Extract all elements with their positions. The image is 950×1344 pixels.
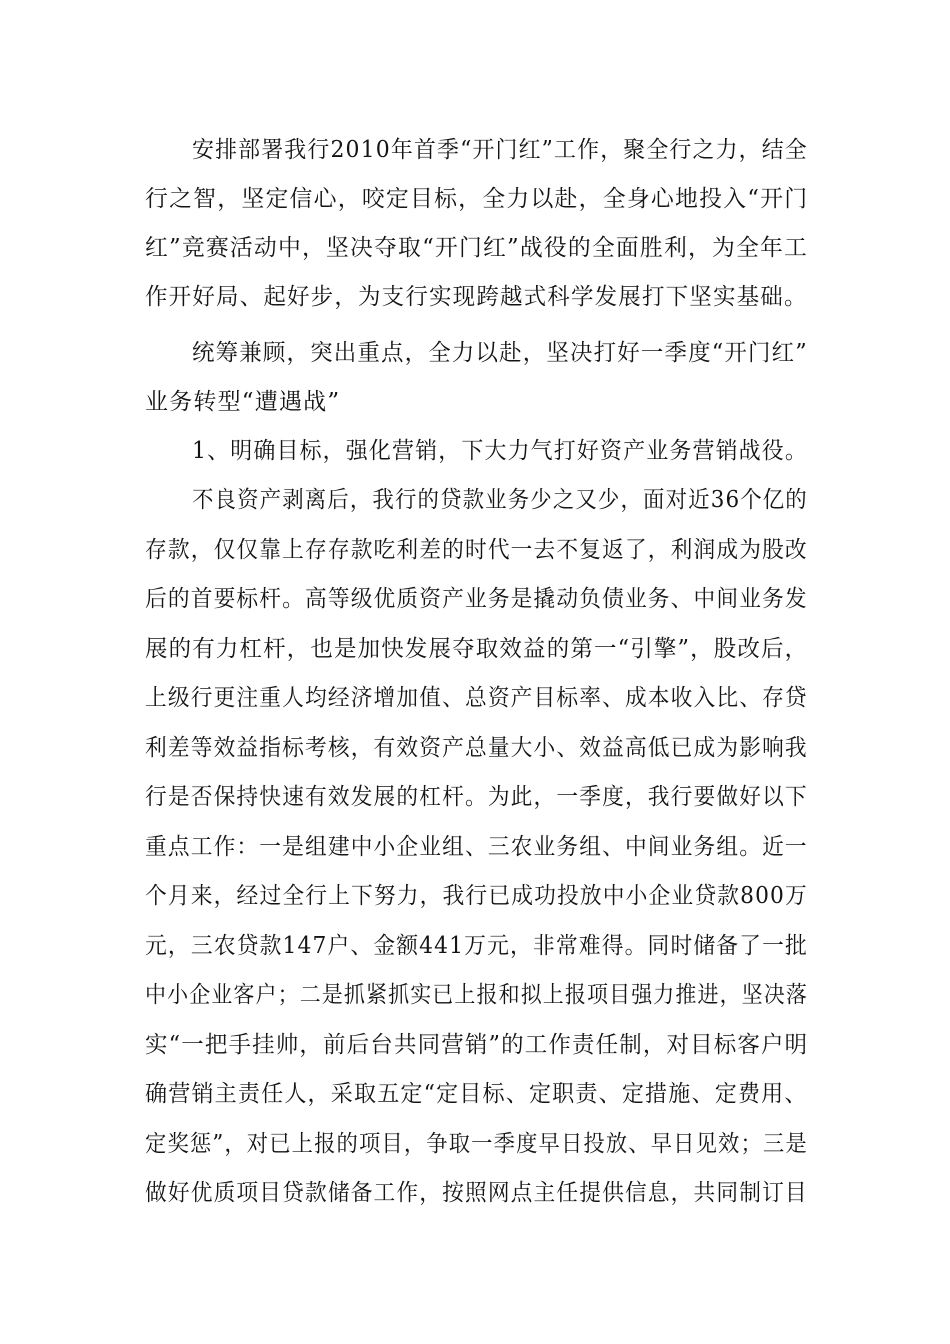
paragraph-line: 后的首要标杆。高等级优质资产业务是撬动负债业务、中间业务发 [145,586,808,612]
paragraph-line: 上级行更注重人均经济增加值、总资产目标率、成本收入比、存贷 [145,685,808,711]
paragraph-line: 做好优质项目贷款储备工作，按照网点主任提供信息，共同制订目 [145,1180,808,1206]
paragraph-line: 业务转型“遭遇战” [145,389,341,415]
paragraph-line: 行是否保持快速有效发展的杠杆。为此，一季度，我行要做好以下 [145,784,808,810]
paragraph-line: 实“一把手挂帅，前后台共同营销”的工作责任制，对目标客户明 [145,1032,809,1058]
paragraph-line: 安排部署我行2010年首季“开门红”工作，聚全行之力，结全 [192,137,808,163]
paragraph-line: 元，三农贷款147户、金额441万元，非常难得。同时储备了一批 [145,933,808,959]
paragraph-line: 存款，仅仅靠上存存款吃利差的时代一去不复返了，利润成为股改 [145,537,808,563]
paragraph-line: 作开好局、起好步，为支行实现跨越式科学发展打下坚实基础。 [145,284,808,310]
paragraph-line: 红”竞赛活动中，坚决夺取“开门红”战役的全面胜利，为全年工 [145,235,809,261]
paragraph-line: 确营销主责任人，采取五定“定目标、定职责、定措施、定费用、 [145,1081,808,1107]
paragraph-line: 不良资产剥离后，我行的贷款业务少之又少，面对近36个亿的 [192,487,808,513]
paragraph-line: 展的有力杠杆，也是加快发展夺取效益的第一“引擎”，股改后， [145,636,809,662]
paragraph-line: 定奖惩”，对已上报的项目，争取一季度早日投放、早日见效；三是 [145,1131,808,1157]
section-heading: 1、明确目标，强化营销，下大力气打好资产业务营销战役。 [192,438,809,464]
paragraph-line: 个月来，经过全行上下努力，我行已成功投放中小企业贷款800万 [145,883,808,909]
paragraph-line: 利差等效益指标考核，有效资产总量大小、效益高低已成为影响我 [145,735,808,761]
paragraph-line: 中小企业客户；二是抓紧抓实已上报和拟上报项目强力推进，坚决落 [145,982,808,1008]
paragraph-line: 重点工作：一是组建中小企业组、三农业务组、中间业务组。近一 [145,834,808,860]
paragraph-line: 行之智，坚定信心，咬定目标，全力以赴，全身心地投入“开门 [145,186,809,212]
paragraph-line: 统筹兼顾，突出重点，全力以赴，坚决打好一季度“开门红” [192,340,808,366]
